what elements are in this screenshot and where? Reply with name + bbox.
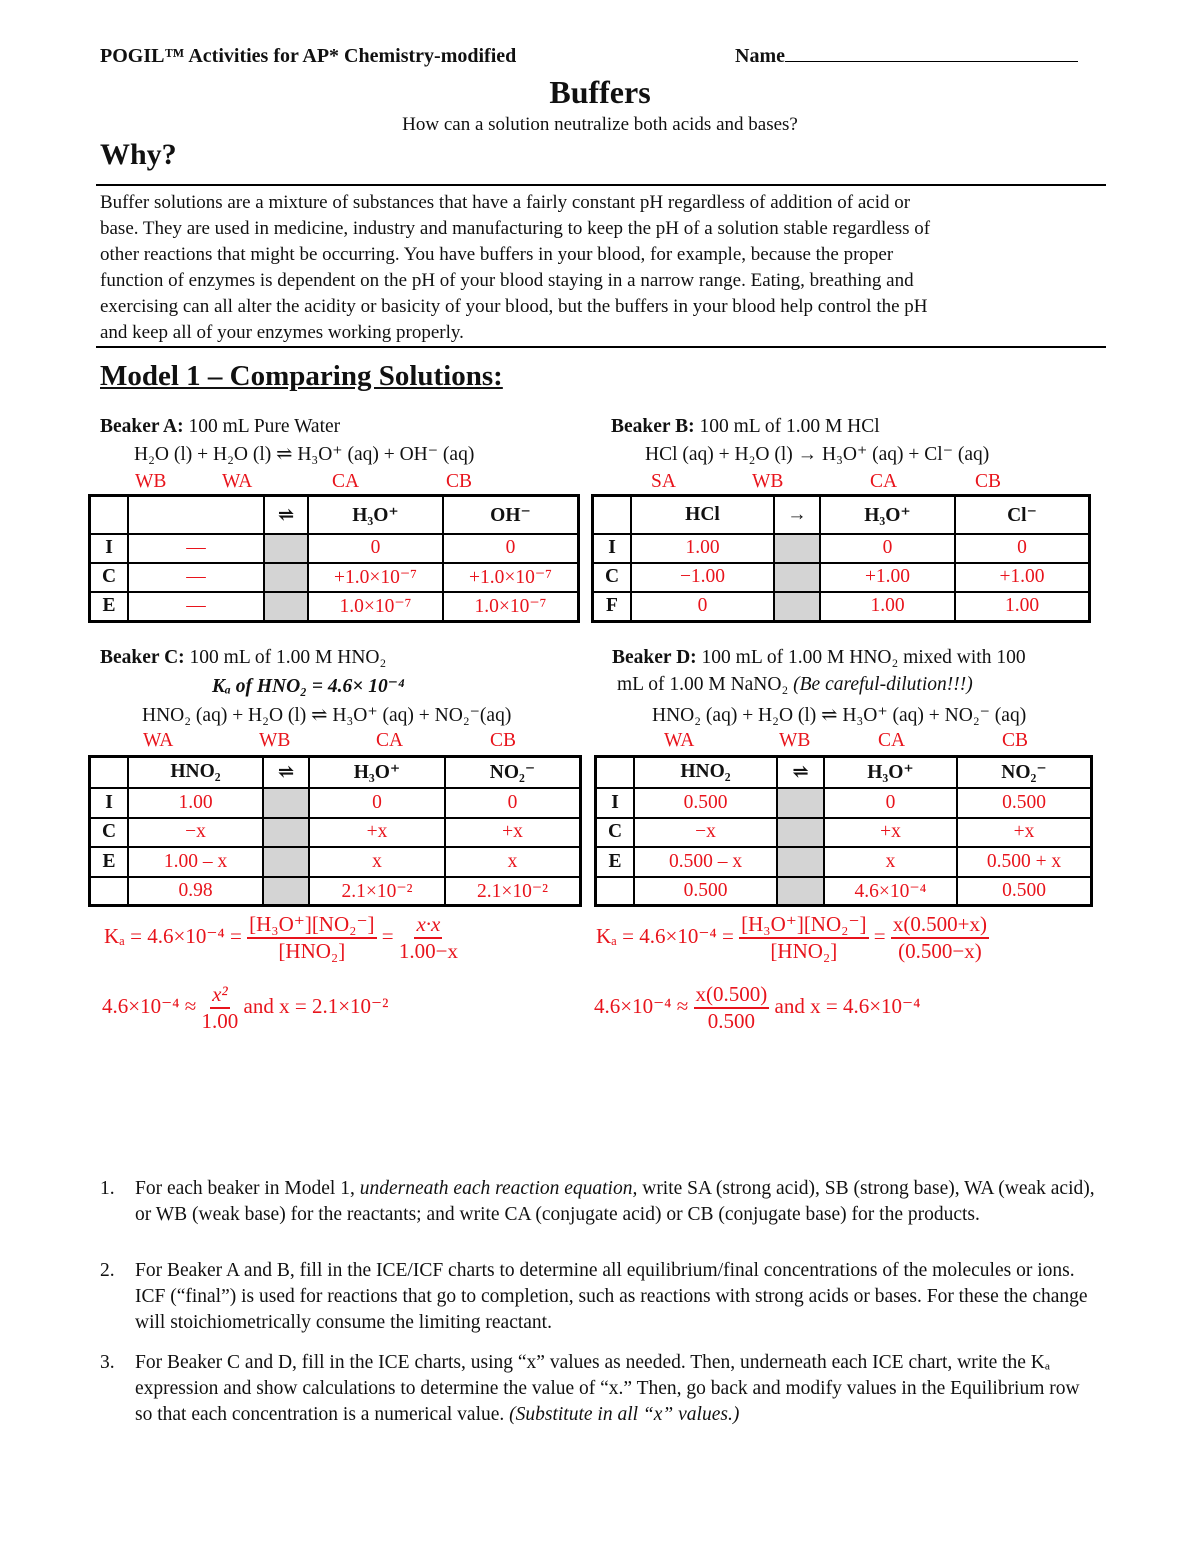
column-header: NO₂⁻: [957, 757, 1092, 788]
reaction-arrow-icon: ⇌: [263, 757, 309, 788]
beaker-desc: 100 mL of 1.00 M HNO₂ mixed with 100: [701, 647, 1026, 668]
page-title: Buffers: [549, 74, 651, 110]
denominator: 1.00−x: [398, 939, 458, 963]
species-label: CB: [490, 730, 517, 751]
beaker-c-ka: Kₐ of HNO₂ = 4.6× 10⁻⁴: [212, 676, 405, 697]
denominator: 1.00: [201, 1009, 239, 1033]
row-label: C: [596, 818, 635, 847]
question-2: [100, 1258, 1100, 1336]
header-course: POGIL™ Activities for AP* Chemistry-modified: [100, 45, 517, 67]
fraction: [202, 982, 239, 1034]
ka-lhs: Kₐ = 4.6×10⁻⁴ =: [104, 923, 242, 948]
table-row: [90, 592, 579, 622]
para-line: function of enzymes is dependent on the pH of your blood staying in a narrow range. Eating, breathing and: [100, 270, 914, 291]
beaker-name: Beaker A:: [100, 416, 184, 437]
row-label: I: [90, 788, 129, 818]
numerator: x²: [210, 982, 230, 1009]
x-result: and x = 4.6×10⁻⁴: [774, 993, 921, 1018]
divider: [96, 346, 1106, 348]
table-cell: 0.500 – x: [634, 847, 777, 877]
page-subtitle: How can a solution neutralize both acids and bases?: [402, 114, 798, 135]
question-3: [100, 1350, 1100, 1428]
beaker-c-approximation: [102, 982, 388, 1034]
shaded-cell: [263, 847, 309, 877]
why-heading: Why?: [100, 138, 177, 171]
table-cell: 0: [955, 534, 1090, 563]
dilution-note: (Be careful-dilution!!!): [793, 674, 973, 695]
beaker-d-approximation: [594, 982, 920, 1034]
table-cell: −1.00: [631, 563, 774, 592]
beaker-c-equation: HNO₂ (aq) + H₂O (l) ⇌ H₃O⁺ (aq) + NO₂⁻(aq): [142, 705, 512, 726]
column-header: H₃O⁺: [820, 496, 955, 534]
question-emphasis: underneath each reaction equation,: [359, 1178, 638, 1199]
table-cell: 0: [443, 534, 579, 563]
denominator: 0.500: [707, 1009, 756, 1033]
species-label: CB: [446, 471, 473, 492]
table-cell: −x: [128, 818, 263, 847]
column-header: OH⁻: [443, 496, 579, 534]
column-header: [596, 757, 635, 788]
table-cell: 0.98: [128, 877, 263, 906]
table-row: [596, 847, 1092, 877]
shaded-cell: [777, 788, 824, 818]
name-label: Name: [735, 45, 785, 67]
shaded-cell: [264, 592, 308, 622]
beaker-a-label: [100, 416, 340, 438]
row-label: [90, 877, 129, 906]
species-label: WB: [779, 730, 811, 751]
table-cell: 1.0×10⁻⁷: [443, 592, 579, 622]
shaded-cell: [263, 788, 309, 818]
approx-lhs: 4.6×10⁻⁴ ≈: [102, 993, 197, 1018]
table-cell: x: [824, 847, 957, 877]
denominator: (0.500−x): [898, 939, 982, 963]
column-header: [128, 496, 264, 534]
numerator: x(0.500+x): [891, 912, 989, 939]
numerator: [H₃O⁺][NO₂⁻]: [247, 912, 376, 939]
divider: [96, 184, 1106, 186]
name-field[interactable]: [735, 45, 1078, 68]
table-header-row: [90, 757, 581, 788]
table-cell: 0: [824, 788, 957, 818]
para-line: Buffer solutions are a mixture of substances that have a fairly constant pH regardless of addition of acid or: [100, 192, 911, 213]
species-label: WA: [143, 730, 174, 751]
denominator: [HNO₂]: [770, 939, 838, 963]
table-cell: 2.1×10⁻²: [309, 877, 445, 906]
table-row: [596, 877, 1092, 906]
beaker-b-label: [611, 416, 880, 438]
question-text: For Beaker C and D, fill in the ICE charts, using “x” values as needed. Then, underneath each ICE chart, write the Kₐ expression and show calculations to determine the value of “x.” Then, go back and modify values in the Equilibrium row so that each concentration is a numerical value.: [135, 1352, 1080, 1425]
para-line: exercising can all alter the acidity or basicity of your blood, but the buffers in your blood help control the pH: [100, 296, 928, 317]
para-line: other reactions that might be occurring. You have buffers in your blood, for example, because the proper: [100, 244, 894, 265]
row-label: F: [593, 592, 632, 622]
table-cell: 0: [631, 592, 774, 622]
fraction: [891, 912, 989, 964]
species-label: SA: [651, 471, 676, 492]
table-cell: 0.500: [634, 788, 777, 818]
question-number: 1.: [100, 1178, 115, 1199]
reaction-arrow-icon: ⇌: [777, 757, 824, 788]
beaker-a-ice-table: [88, 494, 580, 623]
beaker-d-desc2: [617, 674, 973, 696]
shaded-cell: [774, 534, 820, 563]
beaker-d-ice-table: [594, 755, 1093, 907]
equals: =: [873, 923, 886, 948]
table-row: [593, 592, 1090, 622]
table-cell: 1.00: [955, 592, 1090, 622]
table-cell: −x: [634, 818, 777, 847]
row-label: E: [596, 847, 635, 877]
beaker-c-ka-expression: [104, 912, 458, 964]
table-header-row: [596, 757, 1092, 788]
approx-lhs: 4.6×10⁻⁴ ≈: [594, 993, 689, 1018]
reaction-arrow-icon: ⇌: [264, 496, 308, 534]
question-text: For each beaker in Model 1,: [135, 1178, 360, 1199]
row-label: I: [593, 534, 632, 563]
species-label: CB: [975, 471, 1002, 492]
shaded-cell: [263, 818, 309, 847]
beaker-desc: mL of 1.00 M NaNO₂: [617, 674, 789, 695]
table-cell: +x: [309, 818, 445, 847]
table-cell: 0.500: [957, 877, 1092, 906]
table-cell: +1.00: [955, 563, 1090, 592]
table-cell: 1.00 – x: [128, 847, 263, 877]
column-header: NO₂⁻: [445, 757, 581, 788]
table-cell: 1.00: [820, 592, 955, 622]
why-paragraph: [100, 190, 930, 346]
table-row: [596, 818, 1092, 847]
table-row: [593, 563, 1090, 592]
species-label: CA: [332, 471, 360, 492]
shaded-cell: [774, 563, 820, 592]
table-row: [90, 847, 581, 877]
species-label: CA: [878, 730, 906, 751]
species-label: CA: [870, 471, 898, 492]
beaker-name: Beaker D:: [612, 647, 697, 668]
species-label: CB: [1002, 730, 1029, 751]
table-cell: —: [128, 534, 264, 563]
model-heading: Model 1 – Comparing Solutions:: [100, 360, 503, 392]
table-cell: 1.00: [128, 788, 263, 818]
beaker-name: Beaker C:: [100, 647, 185, 668]
question-1: [100, 1176, 1100, 1228]
species-label: WB: [752, 471, 784, 492]
species-label: WB: [259, 730, 291, 751]
fraction: [739, 912, 868, 964]
column-header: H₃O⁺: [824, 757, 957, 788]
shaded-cell: [777, 847, 824, 877]
table-cell: 0.500 + x: [957, 847, 1092, 877]
table-cell: 0.500: [957, 788, 1092, 818]
table-cell: 1.00: [631, 534, 774, 563]
question-text: write SA (strong acid), SB (strong base), WA (weak acid), or WB (weak base) for the reactants; and write CA (conjugate acid) or CB (conjugate base) for the products.: [135, 1178, 1095, 1225]
shaded-cell: [777, 877, 824, 906]
beaker-desc: 100 mL of 1.00 M HCl: [699, 416, 880, 437]
beaker-d-label: [612, 647, 1026, 669]
species-label: WA: [222, 471, 253, 492]
numerator: [H₃O⁺][NO₂⁻]: [739, 912, 868, 939]
ka-lhs: Kₐ = 4.6×10⁻⁴ =: [596, 923, 734, 948]
table-row: [90, 877, 581, 906]
table-row: [593, 534, 1090, 563]
row-label: C: [90, 818, 129, 847]
equals: =: [381, 923, 394, 948]
shaded-cell: [774, 592, 820, 622]
table-cell: +x: [957, 818, 1092, 847]
column-header: HCl: [631, 496, 774, 534]
table-cell: 0.500: [634, 877, 777, 906]
row-label: E: [90, 592, 129, 622]
shaded-cell: [777, 818, 824, 847]
beaker-a-equation: H₂O (l) + H₂O (l) ⇌ H₃O⁺ (aq) + OH⁻ (aq): [134, 444, 475, 465]
table-cell: —: [128, 563, 264, 592]
table-cell: 0: [445, 788, 581, 818]
beaker-b-equation: HCl (aq) + H₂O (l) → H₃O⁺ (aq) + Cl⁻ (aq): [645, 444, 990, 465]
table-cell: 1.0×10⁻⁷: [308, 592, 443, 622]
column-header: H₃O⁺: [309, 757, 445, 788]
column-header: [90, 496, 129, 534]
beaker-c-ice-table: [88, 755, 582, 907]
table-row: [596, 788, 1092, 818]
column-header: HNO₂: [128, 757, 263, 788]
table-row: [90, 534, 579, 563]
row-label: [596, 877, 635, 906]
table-cell: x: [309, 847, 445, 877]
species-label: WB: [135, 471, 167, 492]
species-label: CA: [376, 730, 404, 751]
table-cell: 0: [309, 788, 445, 818]
column-header: [90, 757, 129, 788]
species-label: WA: [664, 730, 695, 751]
table-cell: +x: [445, 818, 581, 847]
table-header-row: [90, 496, 579, 534]
beaker-c-label: [100, 647, 386, 669]
para-line: and keep all of your enzymes working properly.: [100, 322, 464, 343]
para-line: base. They are used in medicine, industry and manufacturing to keep the pH of a solution stable regardless of: [100, 218, 931, 239]
x-result: and x = 2.1×10⁻²: [243, 993, 389, 1018]
fraction: [247, 912, 376, 964]
row-label: C: [90, 563, 129, 592]
shaded-cell: [264, 563, 308, 592]
column-header: HNO₂: [634, 757, 777, 788]
denominator: [HNO₂]: [278, 939, 346, 963]
shaded-cell: [264, 534, 308, 563]
table-cell: —: [128, 592, 264, 622]
beaker-desc: 100 mL Pure Water: [188, 416, 341, 437]
table-cell: 0: [820, 534, 955, 563]
table-cell: +1.0×10⁻⁷: [443, 563, 579, 592]
beaker-b-icf-table: [591, 494, 1091, 623]
table-cell: 0: [308, 534, 443, 563]
question-number: 2.: [100, 1260, 115, 1281]
question-number: 3.: [100, 1352, 115, 1373]
beaker-d-equation: HNO₂ (aq) + H₂O (l) ⇌ H₃O⁺ (aq) + NO₂⁻ (aq): [652, 705, 1027, 726]
row-label: E: [90, 847, 129, 877]
numerator: x(0.500): [694, 982, 770, 1009]
row-label: I: [596, 788, 635, 818]
table-cell: +1.0×10⁻⁷: [308, 563, 443, 592]
numerator: x·x: [414, 912, 442, 939]
table-row: [90, 563, 579, 592]
table-cell: +1.00: [820, 563, 955, 592]
table-row: [90, 818, 581, 847]
shaded-cell: [263, 877, 309, 906]
row-label: C: [593, 563, 632, 592]
table-cell: +x: [824, 818, 957, 847]
column-header: [593, 496, 632, 534]
table-header-row: [593, 496, 1090, 534]
fraction: [694, 982, 770, 1034]
question-text: For Beaker A and B, fill in the ICE/ICF charts to determine all equilibrium/final concentrations of the molecules or ions. ICF (“final”) is used for reactions that go to completion, such as reactions with strong acids or bases. For these the change will stoichiometrically consume the limiting reactant.: [135, 1260, 1088, 1333]
reaction-arrow-icon: →: [774, 496, 820, 534]
column-header: Cl⁻: [955, 496, 1090, 534]
beaker-desc: 100 mL of 1.00 M HNO₂: [189, 647, 387, 668]
fraction: [399, 912, 458, 964]
beaker-name: Beaker B:: [611, 416, 695, 437]
table-row: [90, 788, 581, 818]
beaker-d-ka-expression: [596, 912, 989, 964]
table-cell: 2.1×10⁻²: [445, 877, 581, 906]
question-emphasis: (Substitute in all “x” values.): [509, 1404, 740, 1425]
row-label: I: [90, 534, 129, 563]
column-header: H₃O⁺: [308, 496, 443, 534]
table-cell: 4.6×10⁻⁴: [824, 877, 957, 906]
table-cell: x: [445, 847, 581, 877]
